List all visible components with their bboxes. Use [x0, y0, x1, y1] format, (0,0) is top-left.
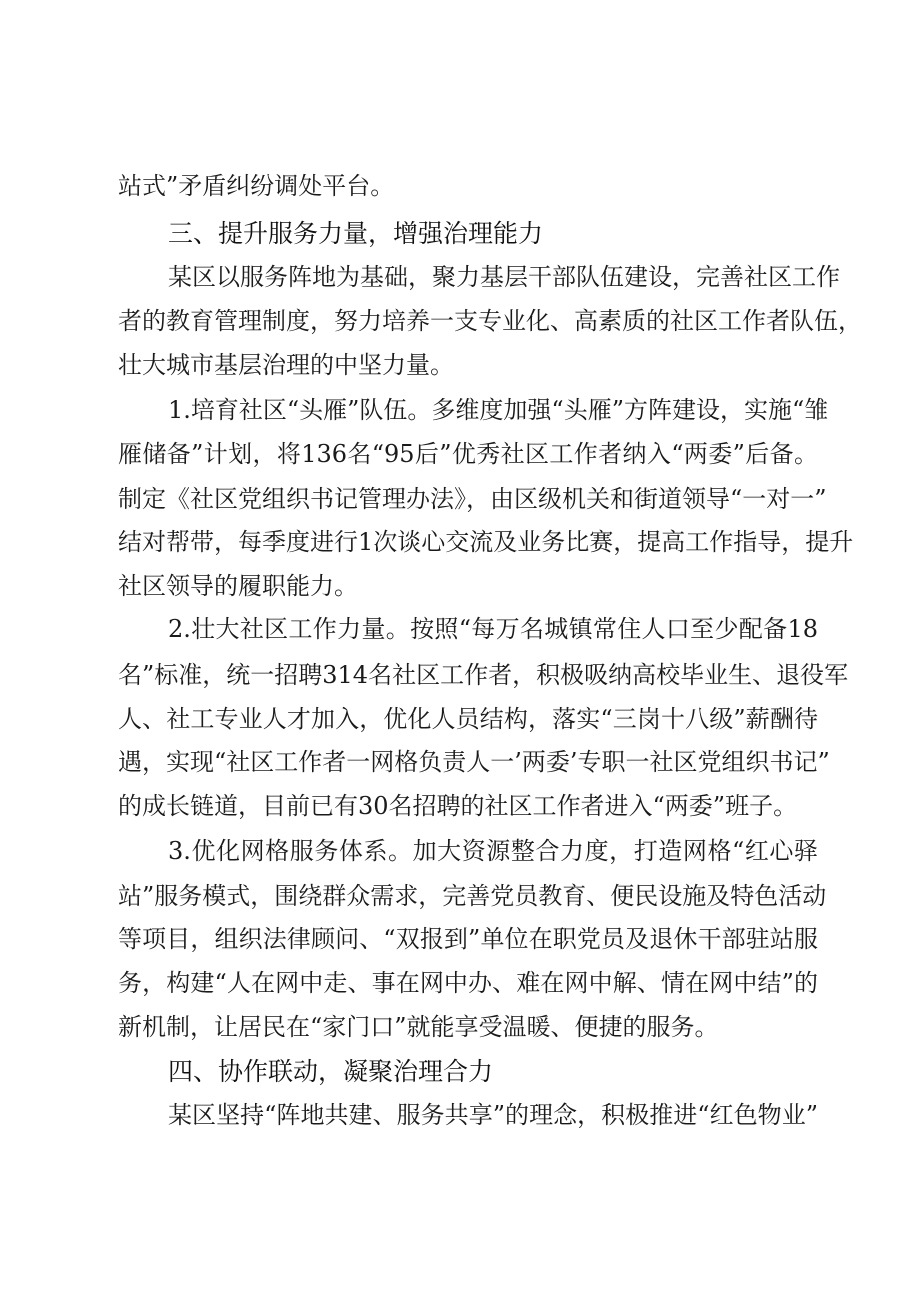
body-line: 制定《社区党组织书记管理办法》，由区级机关和街道领导“一对一”: [118, 485, 827, 513]
body-line: 新机制，让居民在“家门口”就能享受温暖、便捷的服务。: [118, 1013, 719, 1041]
body-line: 社区领导的履职能力。: [118, 572, 358, 600]
body-line: 3.优化网格服务体系。加大资源整合力度，打造网格“红心驿: [168, 837, 818, 865]
body-line: 遇，实现“社区工作者一网格负责人一’两委’专职一社区党组织书记”: [118, 748, 830, 776]
body-line: 务，构建“人在网中走、事在网中办、难在网中解、情在网中结”的: [118, 969, 818, 997]
body-line: 结对帮带，每季度进行1次谈心交流及业务比赛，提高工作指导，提升: [118, 528, 854, 556]
body-line: 站式”矛盾纠纷调处平台。: [118, 172, 395, 200]
body-line: 2.壮大社区工作力量。按照“每万名城镇常住人口至少配备18: [168, 615, 818, 643]
body-line: 名”标准，统一招聘314名社区工作者，积极吸纳高校毕业生、退役军: [118, 661, 849, 689]
body-line: 壮大城市基层治理的中坚力量。: [118, 351, 454, 379]
body-line: 等项目，组织法律顾问、“双报到”单位在职党员及退休干部驻站服: [118, 925, 818, 953]
body-line: 者的教育管理制度，努力培养一支专业化、高素质的社区工作者队伍，: [118, 307, 862, 335]
body-line: 的成长链道，目前已有30名招聘的社区工作者进入“两委”班子。: [118, 792, 798, 820]
body-line: 人、社工专业人才加入，优化人员结构，落实“三岗十八级”薪酬待: [118, 705, 818, 733]
body-line: 某区以服务阵地为基础，聚力基层干部队伍建设，完善社区工作: [168, 263, 840, 291]
section-heading: 三、提升服务力量，增强治理能力: [168, 219, 544, 248]
body-line: 站”服务模式，围绕群众需求，完善党员教育、便民设施及特色活动: [118, 882, 827, 910]
body-line: 雁储备”计划，将136名“95后”优秀社区工作者纳入“两委”后备。: [118, 440, 818, 468]
body-line: 某区坚持“阵地共建、服务共享”的理念，积极推进“红色物业”: [168, 1101, 818, 1129]
section-heading: 四、协作联动，凝聚治理合力: [168, 1057, 494, 1086]
body-line: 1.培育社区“头雁”队伍。多维度加强“头雁”方阵建设，实施“雏: [168, 396, 829, 424]
